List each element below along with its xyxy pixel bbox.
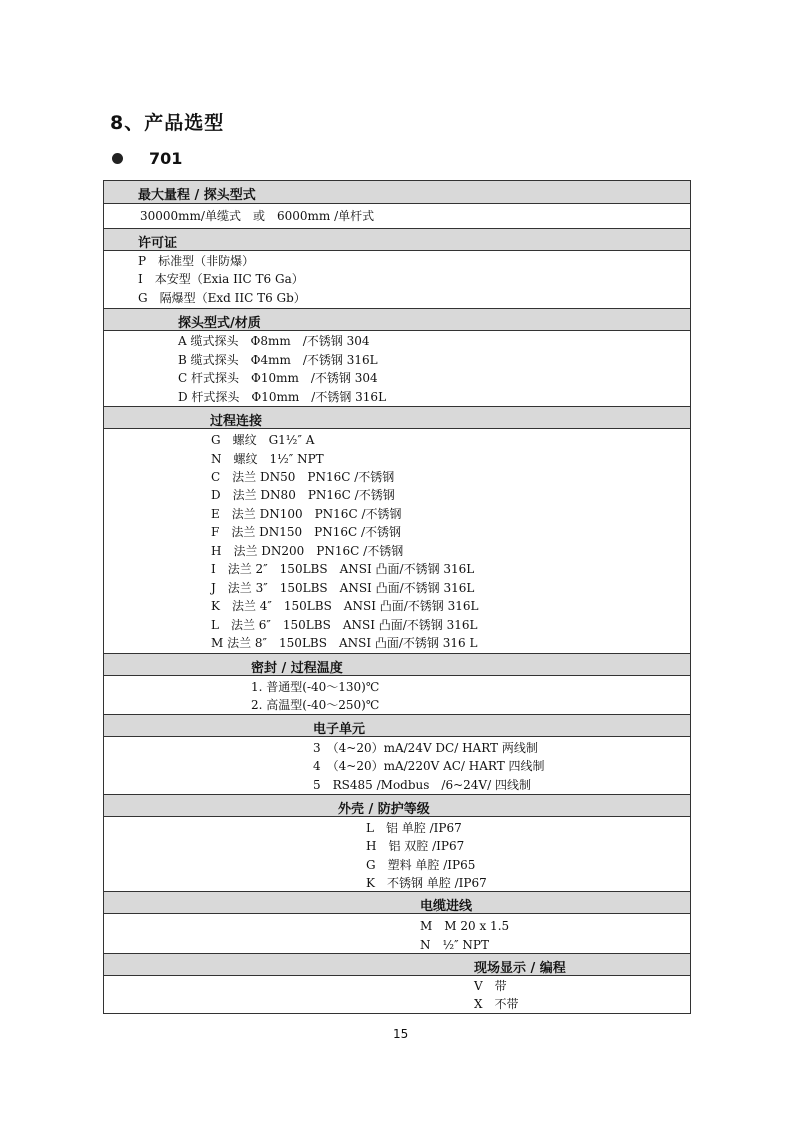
option-line: B 缆式探头 Φ4mm /不锈钢 316L — [178, 353, 378, 367]
option-line: A 缆式探头 Φ8mm /不锈钢 304 — [178, 334, 370, 348]
option-line: V 带 — [474, 979, 507, 993]
model-heading — [112, 148, 182, 168]
option-line: 1. 普通型(-40～130)℃ — [251, 680, 380, 694]
option-line: G 螺纹 G1½″ A — [211, 433, 315, 447]
option-line: M M 20 x 1.5 — [420, 919, 510, 933]
page-number: 15 — [393, 1027, 409, 1041]
option-line: J 法兰 3″ 150LBS ANSI 凸面/不锈钢 316L — [211, 581, 475, 595]
option-line: G 隔爆型（Exd IIC T6 Gb） — [138, 291, 306, 305]
option-line: P 标准型（非防爆） — [138, 254, 255, 268]
group-header: 过程连接 — [104, 406, 690, 429]
option-line: 3 （4~20）mA/24V DC/ HART 两线制 — [313, 741, 538, 755]
section-title: 8、产品选型 — [110, 112, 225, 134]
option-line: M 法兰 8″ 150LBS ANSI 凸面/不锈钢 316 L — [211, 636, 478, 650]
option-line: E 法兰 DN100 PN16C /不锈钢 — [211, 507, 402, 521]
group-header: 最大量程 / 探头型式 — [104, 181, 690, 204]
bullet-icon — [112, 153, 123, 164]
option-line: 5 RS485 /Modbus /6~24V/ 四线制 — [313, 778, 531, 792]
option-line: K 不锈钢 单腔 /IP67 — [366, 876, 487, 890]
option-line: H 法兰 DN200 PN16C /不锈钢 — [211, 544, 404, 558]
group-header: 探头型式/材质 — [104, 308, 690, 331]
group-header: 密封 / 过程温度 — [104, 653, 690, 676]
option-line: C 杆式探头 Φ10mm /不锈钢 304 — [178, 371, 378, 385]
option-line: H 铝 双腔 /IP67 — [366, 839, 465, 853]
option-line: X 不带 — [474, 997, 519, 1011]
option-line: D 杆式探头 Φ10mm /不锈钢 316L — [178, 390, 387, 404]
option-line: L 法兰 6″ 150LBS ANSI 凸面/不锈钢 316L — [211, 618, 478, 632]
model-name: 701 — [149, 148, 183, 168]
option-line: I 法兰 2″ 150LBS ANSI 凸面/不锈钢 316L — [211, 562, 475, 576]
option-line: 4 （4~20）mA/220V AC/ HART 四线制 — [313, 759, 545, 773]
option-line: C 法兰 DN50 PN16C /不锈钢 — [211, 470, 395, 484]
group-header: 电子单元 — [104, 714, 690, 737]
option-line: G 塑料 单腔 /IP65 — [366, 858, 476, 872]
option-line: L 铝 单腔 /IP67 — [366, 821, 462, 835]
selection-table — [103, 180, 691, 1014]
option-line: K 法兰 4″ 150LBS ANSI 凸面/不锈钢 316L — [211, 599, 479, 613]
group-header: 外壳 / 防护等级 — [104, 794, 690, 817]
option-line: I 本安型（Exia IIC T6 Ga） — [138, 272, 304, 286]
option-line: 30000mm/单缆式 或 6000mm /单杆式 — [140, 209, 375, 223]
option-line: N 螺纹 1½″ NPT — [211, 452, 324, 466]
group-header: 现场显示 / 编程 — [104, 953, 690, 976]
group-header: 许可证 — [104, 228, 690, 251]
group-header: 电缆进线 — [104, 891, 690, 914]
option-line: F 法兰 DN150 PN16C /不锈钢 — [211, 525, 402, 539]
option-line: N ½″ NPT — [420, 938, 490, 952]
option-line: 2. 高温型(-40～250)℃ — [251, 698, 380, 712]
option-line: D 法兰 DN80 PN16C /不锈钢 — [211, 488, 395, 502]
